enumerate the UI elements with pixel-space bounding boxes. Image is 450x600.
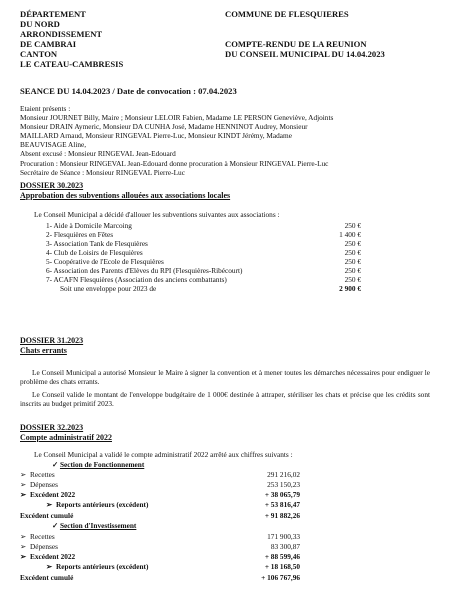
subsidy-total-row <box>60 284 361 293</box>
checkmark-icon: ✓ <box>52 460 59 469</box>
account-label: Dépenses <box>30 542 58 551</box>
subsidy-total-amount: 2 900 € <box>339 284 361 293</box>
subsidy-row <box>46 221 361 230</box>
dossier-32-heading <box>20 423 112 442</box>
department-line: ARRONDISSEMENT <box>20 29 103 39</box>
commune-name: COMMUNE DE FLESQUIERES <box>225 9 349 19</box>
account-label: Excédent 2022 <box>30 552 76 561</box>
account-label: Reports antérieurs (excédent) <box>56 562 149 571</box>
subsidy-row <box>46 266 361 275</box>
subsidy-amount: 250 € <box>344 239 361 248</box>
subsidy-label: 1- Aide à Domicile Marcoing <box>46 221 132 230</box>
attendance-line: Absent excusé : Monsieur RINGEVAL Jean-Edouard <box>20 149 176 159</box>
subsidy-amount: 250 € <box>344 257 361 266</box>
account-label: Reports antérieurs (excédent) <box>56 500 149 509</box>
subsidy-total-label: Soit une enveloppe pour 2023 de <box>60 284 157 293</box>
dossier-subject: Compte administratif 2022 <box>20 432 112 442</box>
account-label: Excédent cumulé <box>20 573 74 582</box>
account-amount: 291 216,02 <box>267 470 300 479</box>
subsidy-label: 7- ACAFN Flesquières (Association des anciens combattants) <box>46 275 227 284</box>
dossier-30-intro: Le Conseil Municipal a décidé d'allouer les subventions suivantes aux associations : <box>34 210 280 219</box>
account-row <box>46 500 300 509</box>
subsidy-label: 4- Club de Loisirs de Flesquières <box>46 248 143 257</box>
dossier-32-intro: Le Conseil Municipal a validé le compte administratif 2022 arrêté aux chiffres suivants : <box>34 450 293 459</box>
account-amount: 83 300,87 <box>270 542 300 551</box>
subsidy-row <box>46 230 361 239</box>
attendance-block <box>20 104 430 177</box>
account-label: Dépenses <box>30 480 58 489</box>
account-row <box>20 552 300 561</box>
account-amount: 253 150,23 <box>267 480 300 489</box>
subsidy-label: 6- Association des Parents d'Elèves du RPI (Flesquières-Ribécourt) <box>46 266 243 275</box>
report-title: COMPTE-RENDU DE LA REUNION <box>225 39 367 49</box>
department-line: CANTON <box>20 49 58 59</box>
subsidy-row <box>46 257 361 266</box>
account-label: Recettes <box>30 470 55 479</box>
commune-block <box>225 9 385 59</box>
account-row <box>20 573 300 582</box>
account-row <box>20 511 300 520</box>
account-row <box>20 532 300 541</box>
account-row <box>46 562 300 571</box>
subsidy-amount: 250 € <box>344 248 361 257</box>
dossier-subject: Approbation des subventions allouées aux associations locales <box>20 190 231 200</box>
dossier-number: DOSSIER 30.2023 <box>20 181 84 190</box>
account-row <box>20 480 300 489</box>
dossier-30-heading <box>20 181 230 200</box>
subsidy-row <box>46 275 361 284</box>
arrow-bullet-icon: ➢ <box>46 562 53 571</box>
subsidy-amount: 250 € <box>344 221 361 230</box>
arrow-bullet-icon: ➢ <box>46 500 53 509</box>
department-line: DE CAMBRAI <box>20 39 77 49</box>
subsidy-amount: 250 € <box>344 275 361 284</box>
seance-line: SEANCE DU 14.04.2023 / Date de convocation : 07.04.2023 <box>20 86 237 96</box>
arrow-bullet-icon: ➢ <box>20 542 27 551</box>
arrow-bullet-icon: ➢ <box>20 532 27 541</box>
attendance-line: Monsieur DRAIN Aymeric, Monsieur DA CUNHA José, Madame HENNINOT Audrey, Monsieur <box>20 122 308 132</box>
account-amount: 171 900,33 <box>267 532 300 541</box>
checkmark-icon: ✓ <box>52 521 59 530</box>
account-amount: + 106 767,96 <box>261 573 300 582</box>
arrow-bullet-icon: ➢ <box>20 552 27 561</box>
dossier-31-heading <box>20 336 83 355</box>
subsidy-amount: 1 400 € <box>339 230 361 239</box>
account-label: Recettes <box>30 532 55 541</box>
section-heading-label: Section de Fonctionnement <box>59 460 145 469</box>
account-row <box>20 542 300 551</box>
dossier-number: DOSSIER 32.2023 <box>20 423 84 432</box>
arrow-bullet-icon: ➢ <box>20 480 27 489</box>
attendance-line: Procuration : Monsieur RINGEVAL Jean-Edouard donne procuration à Monsieur RINGEVAL Pierre-Luc <box>20 158 329 168</box>
account-amount: + 38 065,79 <box>264 490 300 499</box>
subsidy-label: 2- Flesquières en Fêtes <box>46 230 114 239</box>
account-row <box>20 470 300 479</box>
subsidy-row <box>46 239 361 248</box>
dossier-subject: Chats errants <box>20 345 67 355</box>
account-amount: + 18 168,50 <box>264 562 300 571</box>
attendance-line: Monsieur JOURNET Billy, Maire ; Monsieur LELOIR Fabien, Madame LE PERSON Geneviève, Adjoints <box>20 113 334 123</box>
attendance-line: Secrétaire de Séance : Monsieur RINGEVAL Pierre-Luc <box>20 167 185 177</box>
dossier-31-paragraph: Le Conseil Municipal a autorisé Monsieur le Maire à signer la convention et à mener toutes les démarches nécessaires pour endiguer le problème des chats errants. <box>20 368 430 387</box>
attendance-line: Etaient présents : <box>20 104 71 113</box>
dossier-31-paragraph: Le Conseil valide le montant de l'enveloppe budgétaire de 1 000€ destinée à attraper, stériliser les chats et précise que les crédits sont inscrits au budget primitif 2023. <box>20 390 430 409</box>
account-label: Excédent cumulé <box>20 511 74 520</box>
arrow-bullet-icon: ➢ <box>20 470 27 479</box>
department-line: DU NORD <box>20 19 60 29</box>
arrow-bullet-icon: ➢ <box>20 490 27 499</box>
department-line: DÉPARTEMENT <box>20 9 86 19</box>
section-heading <box>52 521 136 530</box>
subsidy-label: 5- Coopérative de l'Ecole de Flesquières <box>46 257 164 266</box>
report-subtitle: DU CONSEIL MUNICIPAL DU 14.04.2023 <box>225 49 385 59</box>
attendance-line: MAILLARD Arnaud, Monsieur RINGEVAL Pierre-Luc, Monsieur KINDT Jérémy, Madame <box>20 131 292 141</box>
subsidy-amount: 250 € <box>344 266 361 275</box>
account-amount: + 91 882,26 <box>264 511 300 520</box>
attendance-line: BEAUVISAGE Aline, <box>20 140 87 150</box>
account-amount: + 53 816,47 <box>264 500 300 509</box>
section-heading-label: Section d'Investissement <box>59 521 137 530</box>
department-line: LE CATEAU-CAMBRESIS <box>20 59 124 69</box>
account-label: Excédent 2022 <box>30 490 76 499</box>
dossier-number: DOSSIER 31.2023 <box>20 336 84 345</box>
account-row <box>20 490 300 499</box>
account-amount: + 88 599,46 <box>264 552 300 561</box>
section-heading <box>52 460 144 469</box>
subsidy-label: 3- Association Tank de Flesquières <box>46 239 148 248</box>
department-block <box>20 9 123 69</box>
subsidy-row <box>46 248 361 257</box>
